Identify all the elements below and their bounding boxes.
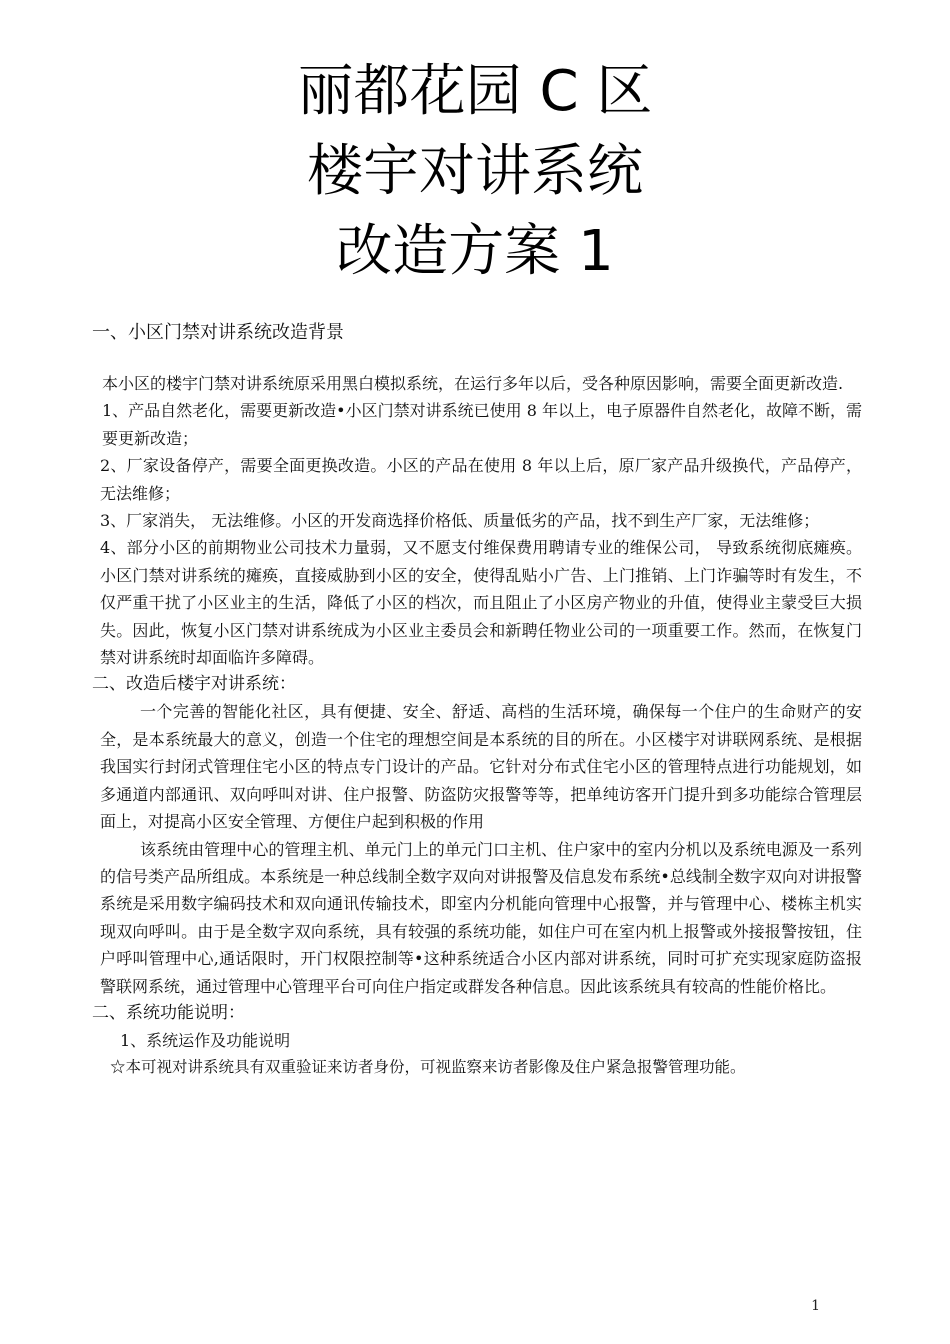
- section-3-star-item: ☆本可视对讲系统具有双重验证来访者身份，可视监察来访者影像及住户紧急报警管理功能。: [110, 1058, 746, 1077]
- section-1-item-3: 3、厂家消失， 无法维修。小区的开发商选择价格低、质量低劣的产品，找不到生产厂家，无法维修；: [100, 511, 820, 531]
- section-1-item-2: 2、厂家设备停产，需要全面更换改造。小区的产品在使用 8 年以上后，原厂家产品升级换代，产品停产，无法维修；: [100, 456, 862, 503]
- document-body: [92, 318, 862, 1082]
- title-line-3: 改造方案 1: [336, 219, 614, 284]
- section-2-paragraph-1: 一个完善的智能化社区，具有便捷、安全、舒适、高档的生活环境，确保每一个住户的生命财产的安全，是本系统最大的意义，创造一个住宅的理想空间是本系统的目的所在。小区楼宇对讲联网系统、是根据我国实行封闭式管理住宅小区的特点专门设计的产品。它针对分布式住宅小区的管理特点进行功能规划，如多通道内部通讯、双向呼叫对讲、住户报警、防盗防灾报警等等，把单纯访客开门提升到多功能综合管理层面上，对提高小区安全管理、方便住户起到积极的作用: [100, 702, 862, 832]
- section-1-intro: 本小区的楼宇门禁对讲系统原采用黑白模拟系统，在运行多年以后，受各种原因影响，需要全面更新改造.: [102, 374, 844, 393]
- section-3-heading: 二、系统功能说明：: [92, 1002, 245, 1023]
- page-number: 1: [811, 1298, 820, 1314]
- spacer: [92, 348, 862, 370]
- section-1-item-1: 1、产品自然老化，需要更新改造•小区门禁对讲系统已使用 8 年以上，电子原器件自然老化，故障不断，需要更新改造；: [102, 401, 862, 448]
- section-1-item-4: 4、部分小区的前期物业公司技术力量弱，又不愿支付维保费用聘请专业的维保公司， 导致系统彻底瘫痪。小区门禁对讲系统的瘫痪，直接威胁到小区的安全，使得乱贴小广告、上门推销、上门诈骗等时有发生，不仅严重干扰了小区业主的生活，降低了小区的档次，而且阻止了小区房产物业的升值，使得业主蒙受巨大损失。因此，恢复小区门禁对讲系统成为小区业主委员会和新聘任物业公司的一项重要工作。然而，在恢复门禁对讲系统时却面临许多障碍。: [100, 538, 862, 668]
- title-line-1: 丽都花园 C 区: [297, 59, 653, 124]
- section-2-heading: 二、改造后楼宇对讲系统：: [92, 674, 296, 695]
- section-2-paragraph-2: 该系统由管理中心的管理主机、单元门上的单元门口主机、住户家中的室内分机以及系统电源及一系列的信号类产品所组成。本系统是一种总线制全数字双向对讲报警及信息发布系统•总线制全数字双向对讲报警系统是采用数字编码技术和双向通讯传输技术，即室内分机能向管理中心报警，并与管理中心、楼栋主机实现双向呼叫。由于是全数字双向系统，具有较强的系统功能，如住户可在室内机上报警或外接报警按钮，住户呼叫管理中心,通话限时，开门权限控制等•这种系统适合小区内部对讲系统，同时可扩充实现家庭防盗报警联网系统，通过管理中心管理平台可向住户指定或群发各种信息。因此该系统具有较高的性能价格比。: [100, 839, 862, 996]
- title-line-2: 楼宇对讲系统: [307, 139, 643, 204]
- section-3-subheading: 1、系统运作及功能说明: [120, 1030, 291, 1050]
- document-title: [0, 52, 950, 292]
- section-1-heading: 一、小区门禁对讲系统改造背景: [92, 322, 344, 343]
